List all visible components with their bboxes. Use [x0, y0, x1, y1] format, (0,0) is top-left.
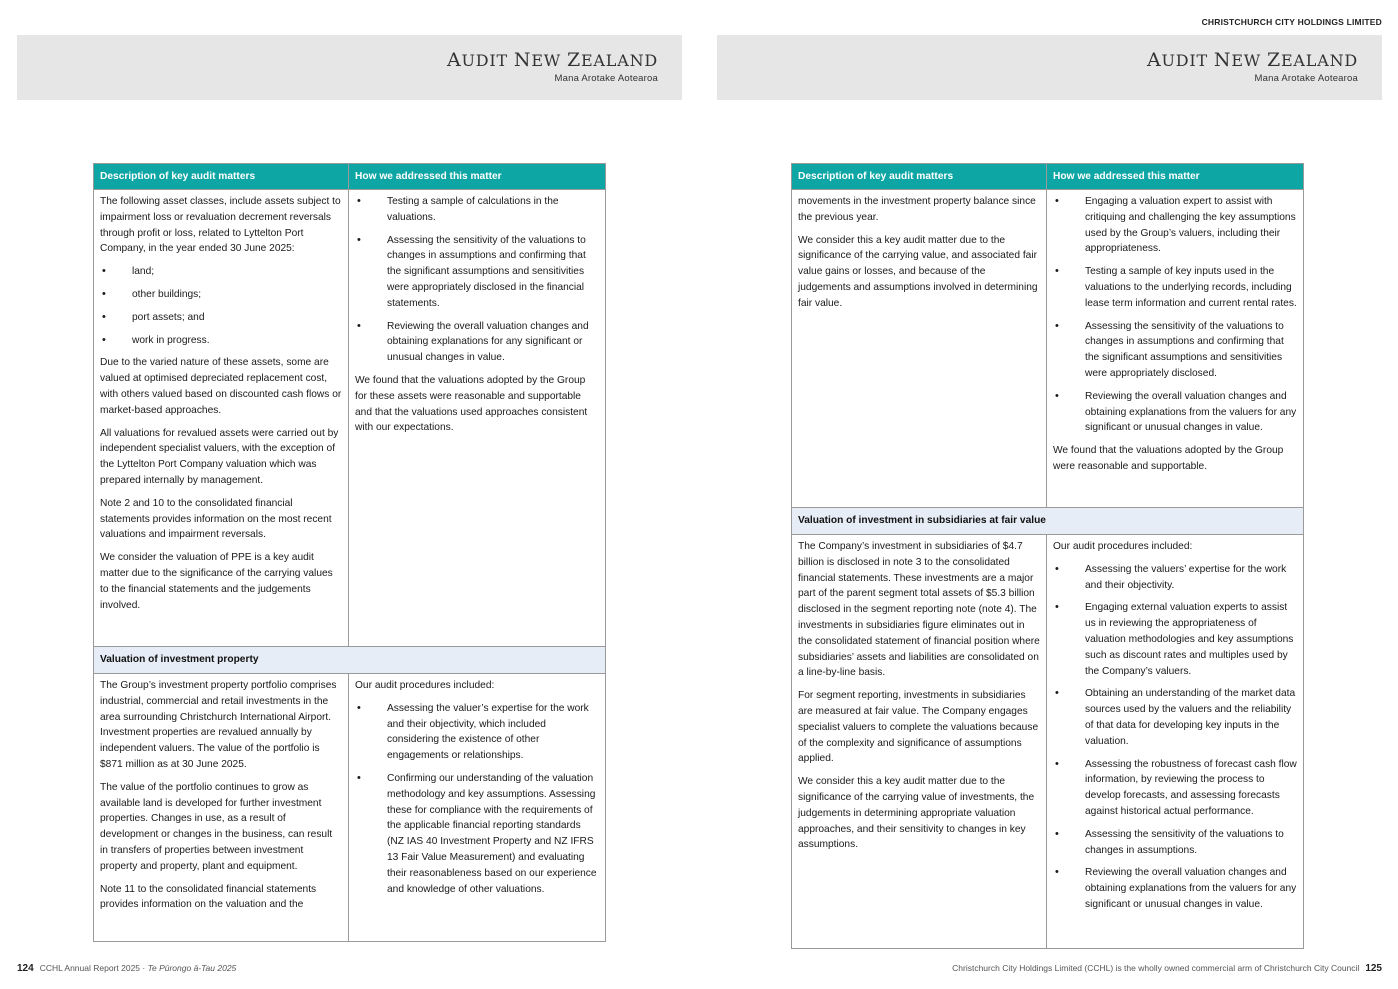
list-item: • Assessing the valuer’s expertise for the work and their objectivity, which included considering the existence of other engagements or relationships.: [355, 701, 599, 764]
list-item: • Assessing the sensitivity of the valuations to changes in assumptions and confirming that the significant assumptions and sensitivities were appropriately disclosed.: [1053, 319, 1297, 382]
left-header-banner: [17, 35, 682, 100]
addressed-cell: [349, 190, 606, 647]
list-item: • Assessing the valuers’ expertise for the work and their objectivity.: [1053, 562, 1297, 594]
audit-nz-logo: [1147, 49, 1358, 84]
section-title: Valuation of investment property: [94, 647, 606, 674]
paragraph: The following asset classes, include assets subject to impairment loss or revaluation decrement reversals through profit or loss, related to Lyttelton Port Company, in the year ended 30 June 2025:: [100, 196, 341, 255]
paragraph: We consider the valuation of PPE is a key audit matter due to the significance of the carrying values to the financial statements and the judgements involved.: [100, 552, 333, 611]
list-item: • Assessing the sensitivity of the valuations to changes in assumptions and confirming that the significant assumptions and sensitivities were appropriately disclosed in the financial statements.: [355, 233, 599, 312]
header-description: Description of key audit matters: [792, 164, 1047, 190]
paragraph: Due to the varied nature of these assets, some are valued at optimised depreciated replacement cost, with others valued based on discounted cash flows or market-based approaches.: [100, 357, 342, 416]
list-item: • Engaging external valuation experts to assist us in reviewing the appropriateness of valuation methodologies and key assumptions such as discount rates and multiples used by the Company’s valuers.: [1053, 600, 1297, 679]
addressed-cell: [349, 674, 606, 942]
brand-subtitle: Mana Arotake Aotearoa: [1254, 73, 1358, 84]
description-cell: [94, 190, 349, 647]
list-item: • Testing a sample of calculations in the valuations.: [355, 194, 599, 226]
asset-class-list: [100, 264, 342, 348]
section-row: [94, 647, 606, 674]
right-footer: [952, 963, 1382, 974]
list-item: • Engaging a valuation expert to assist with critiquing and challenging the key assumptions used by the Group’s valuers, including their appropriateness.: [1053, 194, 1297, 257]
paragraph: We consider this a key audit matter due to the significance of the carrying value of investments, the judgements in determining appropriate valuation approaches, and their sensitivity to changes in key assumptions.: [798, 776, 1035, 851]
list-item: • Confirming our understanding of the valuation methodology and key assumptions. Assessing these for compliance with the requirements of the applicable financial reporting standards (NZ IAS 40 Investment Property and NZ IFRS 13 Fair Value Measurement) and evaluating their reasonableness based on our experience and knowledge of other valuations.: [355, 771, 599, 897]
section-row: [792, 508, 1304, 535]
footer-text: Christchurch City Holdings Limited (CCHL) is the wholly owned commercial arm of Christchurch City Council: [952, 963, 1360, 973]
table-row: [94, 190, 606, 647]
header-addressed: How we addressed this matter: [349, 164, 606, 190]
page-number: 125: [1365, 963, 1382, 974]
paragraph: Note 11 to the consolidated financial statements provides information on the valuation and the: [100, 883, 317, 911]
footer-text-maori: Te Pūrongo ā-Tau 2025: [147, 963, 237, 973]
table-row: [94, 674, 606, 942]
addressed-cell: [1047, 190, 1304, 508]
procedure-list: [355, 701, 599, 898]
paragraph: Our audit procedures included:: [355, 680, 495, 691]
header-addressed: How we addressed this matter: [1047, 164, 1304, 190]
addressed-cell: [1047, 535, 1304, 949]
description-cell: [94, 674, 349, 942]
brand-subtitle: Mana Arotake Aotearoa: [554, 73, 658, 84]
page-number: 124: [17, 963, 34, 974]
header-description: Description of key audit matters: [94, 164, 349, 190]
table-row: [792, 535, 1304, 949]
audit-nz-logo: [447, 49, 658, 84]
table-row: [792, 190, 1304, 508]
description-cell: [792, 190, 1047, 508]
list-item: • land;: [100, 264, 342, 280]
paragraph: For segment reporting, investments in subsidiaries are measured at fair value. The Company engages specialist valuers to complete the valuations because of the complexity and significance of assumptions applied.: [798, 690, 1039, 765]
procedure-list: [1053, 194, 1297, 436]
paragraph: movements in the investment property balance since the previous year.: [798, 196, 1036, 223]
list-item: • Reviewing the overall valuation changes and obtaining explanations from the valuers for any significant or unusual changes in value.: [1053, 865, 1297, 912]
brand-name: AUDIT NEW ZEALAND: [446, 49, 658, 71]
list-item: • Testing a sample of key inputs used in the valuations to the underlying records, including lease term information and current rental rates.: [1053, 264, 1297, 311]
paragraph: The value of the portfolio continues to grow as available land is developed for further investment properties. Changes in use, as a result of development or changes in the business, can result in transfers of properties between investment property and property, plant and equipment.: [100, 781, 333, 872]
description-cell: [792, 535, 1047, 949]
left-key-audit-matters-table: [93, 163, 606, 942]
procedure-list: [1053, 562, 1297, 913]
left-footer: [17, 963, 236, 974]
list-item: • Reviewing the overall valuation changes and obtaining explanations for any significant or unusual changes in value.: [355, 319, 599, 366]
right-header-banner: [717, 35, 1382, 100]
right-key-audit-matters-table: [791, 163, 1304, 949]
paragraph: Our audit procedures included:: [1053, 541, 1193, 552]
table-header-row: [792, 164, 1304, 190]
paragraph: We found that the valuations adopted by the Group were reasonable and supportable.: [1053, 445, 1284, 472]
list-item: • Reviewing the overall valuation changes and obtaining explanations from the valuers for any significant or unusual changes in value.: [1053, 389, 1297, 436]
list-item: • Assessing the robustness of forecast cash flow information, by reviewing the process to develop forecasts, and assessing forecasts against historical actual performance.: [1053, 757, 1297, 820]
paragraph: We consider this a key audit matter due to the significance of the carrying value, and associated fair value gains or losses, and because of the judgements and assumptions involved in determining fair value.: [798, 234, 1038, 309]
table-header-row: [94, 164, 606, 190]
list-item: • other buildings;: [100, 287, 342, 303]
paragraph: All valuations for revalued assets were carried out by independent specialist valuers, with the exception of the Lyttelton Port Company valuation which was prepared internally by management.: [100, 427, 339, 486]
list-item: • work in progress.: [100, 333, 342, 349]
section-title: Valuation of investment in subsidiaries at fair value: [792, 508, 1304, 535]
procedure-list: [355, 194, 599, 366]
list-item: • Assessing the sensitivity of the valuations to changes in assumptions.: [1053, 827, 1297, 859]
footer-text: CCHL Annual Report 2025 ·: [39, 963, 148, 973]
company-running-header: CHRISTCHURCH CITY HOLDINGS LIMITED: [1201, 17, 1382, 27]
list-item: • Obtaining an understanding of the market data sources used by the valuers and the reliability of that data for developing key inputs in the valuation.: [1053, 686, 1297, 749]
paragraph: The Group’s investment property portfolio comprises industrial, commercial and retail investments in the area surrounding Christchurch International Airport. Investment properties are revalued annually by independent valuers. The value of the portfolio is $871 million as at 30 June 2025.: [100, 680, 337, 770]
brand-name: AUDIT NEW ZEALAND: [1146, 49, 1358, 71]
paragraph: We found that the valuations adopted by the Group for these assets were reasonable and supportable and that the valuations used approaches consistent with our expectations.: [355, 374, 588, 434]
paragraph: Note 2 and 10 to the consolidated financial statements provides information on the most recent valuations and impairment reversals.: [100, 497, 332, 541]
list-item: • port assets; and: [100, 310, 342, 326]
paragraph: The Company’s investment in subsidiaries of $4.7 billion is disclosed in note 3 to the consolidated financial statements. These investments are a major part of the parent segment total assets of $5.3 billion disclosed in the segment reporting note (note 4). The investments in subsidiaries figure eliminates out in the consolidated statement of financial position where subsidiaries’ assets and liabilities are consolidated on a line-by-line basis.: [798, 541, 1040, 679]
